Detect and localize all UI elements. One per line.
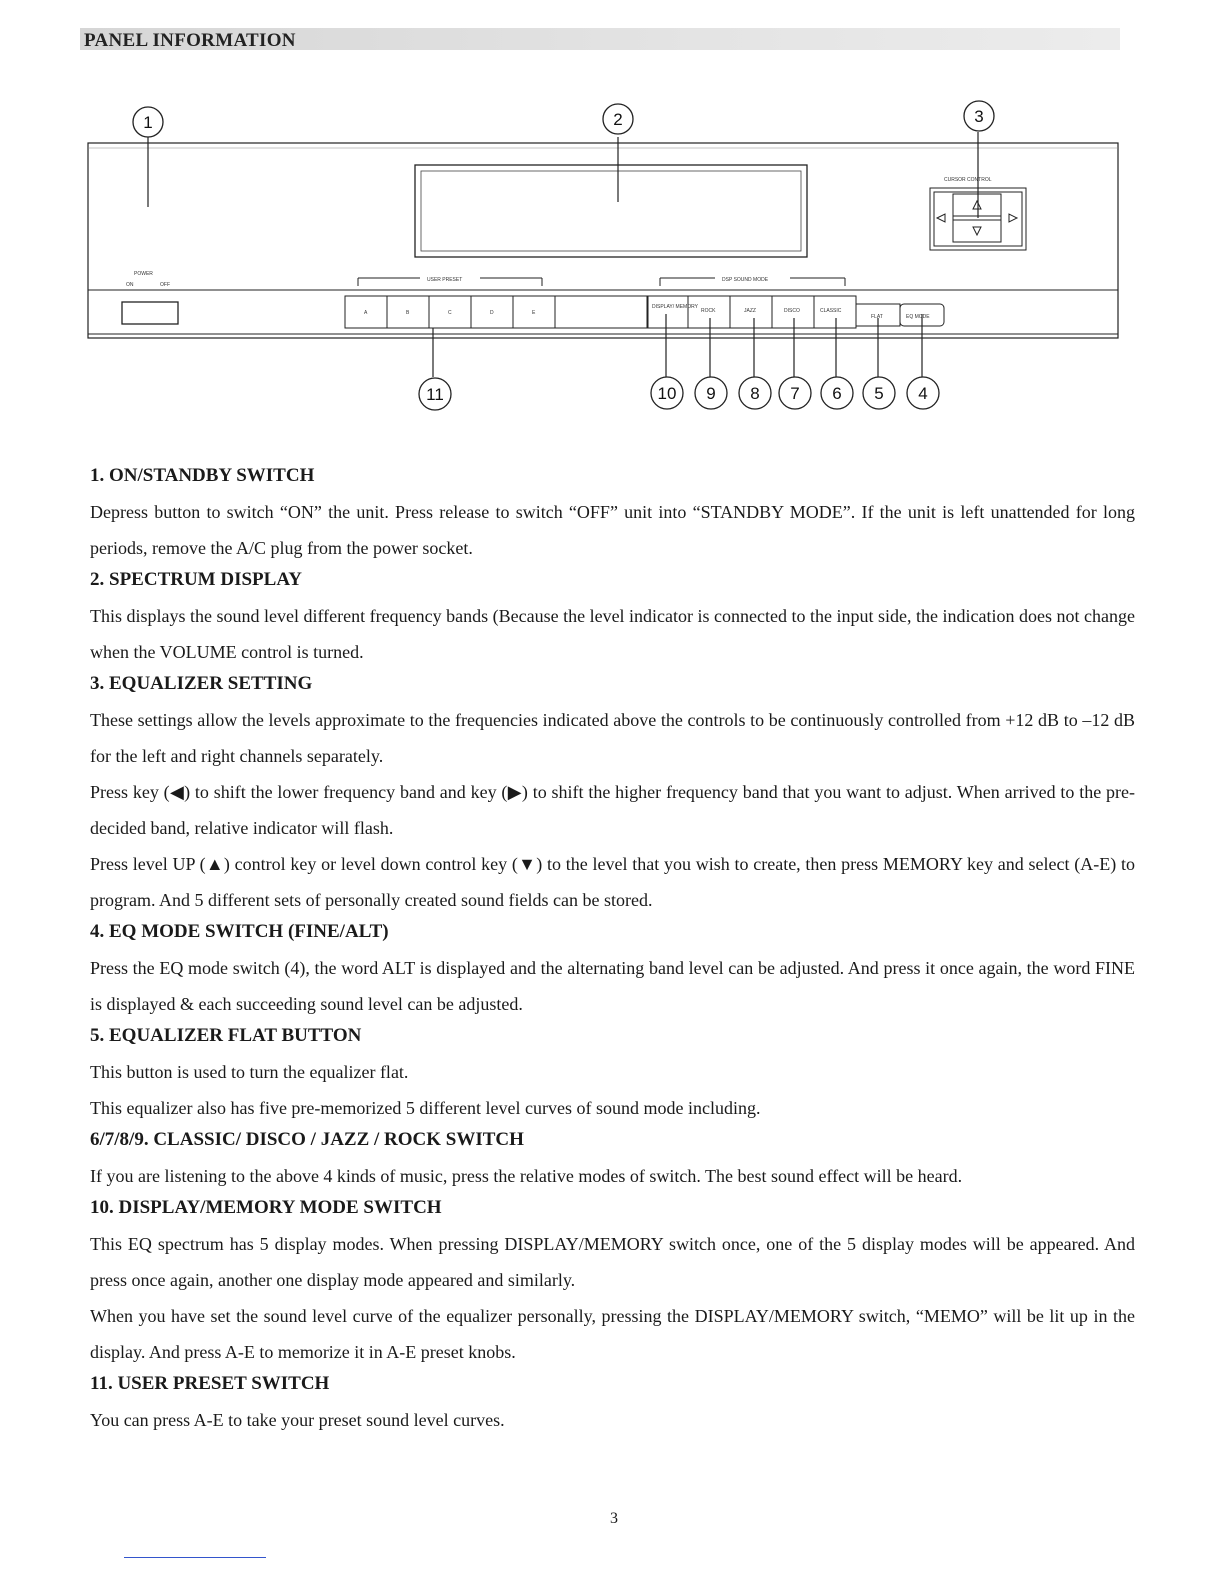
callout-number-7: 7 [790,384,800,403]
callout-4 [907,377,939,409]
spectrum-display-outer [415,165,807,257]
section-paragraph: This EQ spectrum has 5 display modes. When pressing DISPLAY/MEMORY switch once, one of the 5 display modes will be appeared. And press once again, another one display mode appeared and similarly. [90,1234,1135,1290]
callout-number-1: 1 [143,113,153,132]
disco-label: DISCO [784,308,800,314]
section-title: 6/7/8/9. CLASSIC/ DISCO / JAZZ / ROCK SWITCH [90,1129,524,1150]
instructions-body [90,462,1135,1438]
section-equalizer-flat [90,1022,1135,1126]
callout-number-4: 4 [918,384,928,403]
section-paragraph: Press the EQ mode switch (4), the word ALT is displayed and the alternating band level can be adjusted. And press it once again, the word FINE is displayed & each succeeding sound level can be adjusted. [90,958,1135,1014]
preset-label-c: C [448,310,452,316]
preset-label-d: D [490,310,494,316]
section-paragraph: When you have set the sound level curve of the equalizer personally, pressing the DISPLAY/MEMORY switch, “MEMO” will be lit up in the display. And press A-E to memorize it in A-E preset knobs. [90,1306,1135,1362]
cursor-left-icon[interactable] [937,214,945,222]
callout-8 [739,377,771,409]
dsp-sound-mode-label: DSP SOUND MODE [722,277,769,283]
preset-label-b: B [406,310,410,316]
callout-2 [603,104,633,134]
callout-11 [419,378,451,410]
power-on-label: ON [126,282,134,288]
callout-10 [651,377,683,409]
section-equalizer-setting [90,670,1135,918]
section-user-preset [90,1370,1135,1438]
footer-rule [124,1557,266,1558]
section-eq-mode-switch [90,918,1135,1022]
section-title: 11. USER PRESET SWITCH [90,1373,330,1394]
page-number: 3 [610,1510,618,1527]
jazz-label: JAZZ [744,308,756,314]
flat-label: FLAT [871,314,883,320]
section-paragraph: Press level UP (▲) control key or level down control key (▼) to the level that you wish to create, then press MEMORY key and select (A-E) to program. And 5 different sets of personally created sound fields can be stored. [90,854,1135,910]
eq-mode-label: EQ MODE [906,314,930,320]
section-paragraph: This displays the sound level different frequency bands (Because the level indicator is connected to the input side, the indication does not change when the VOLUME control is turned. [90,606,1135,662]
section-paragraph: Press key (◀) to shift the lower frequency band and key (▶) to shift the higher frequency band that you want to adjust. When arrived to the pre-decided band, relative indicator will flash. [90,782,1135,838]
section-header-bar [80,28,1120,50]
display-memory-label: DISPLAY/ MEMORY [652,304,698,310]
preset-label-a: A [364,310,368,316]
section-title: 3. EQUALIZER SETTING [90,673,313,694]
callout-number-6: 6 [832,384,842,403]
callout-number-8: 8 [750,384,760,403]
callout-7 [779,377,811,409]
section-paragraph: If you are listening to the above 4 kinds of music, press the relative modes of switch. The best sound effect will be heard. [90,1166,963,1186]
callout-number-10: 10 [657,384,677,403]
classic-label: CLASSIC [820,308,842,314]
callout-3 [964,101,994,131]
section-paragraph: You can press A-E to take your preset sound level curves. [90,1410,505,1430]
section-paragraph: This button is used to turn the equalizer flat. [90,1062,409,1082]
section-display-memory [90,1194,1135,1370]
callout-number-11: 11 [426,385,444,404]
section-title: 5. EQUALIZER FLAT BUTTON [90,1025,362,1046]
section-sound-modes [90,1126,1135,1194]
section-on-standby [90,462,1135,566]
power-label: POWER [134,271,153,277]
dsp-mode-button-group [648,296,944,328]
preset-label-e: E [532,310,536,316]
callout-6 [821,377,853,409]
page-title: PANEL INFORMATION [84,30,296,51]
section-paragraph: These settings allow the levels approximate to the frequencies indicated above the controls to be continuously controlled from +12 dB to –12 dB for the left and right channels separately. [90,710,1135,766]
cursor-down-icon[interactable] [973,227,981,235]
section-paragraph: Depress button to switch “ON” the unit. Press release to switch “OFF” unit into “STANDBY MODE”. If the unit is left unattended for long periods, remove the A/C plug from the power socket. [90,502,1135,558]
callout-number-3: 3 [974,107,984,126]
cursor-control-label: CURSOR CONTROL [944,177,992,183]
front-panel-diagram [0,90,1224,420]
display-memory-button[interactable] [648,296,688,328]
rock-label: ROCK [701,308,716,314]
callout-9 [695,377,727,409]
section-title: 2. SPECTRUM DISPLAY [90,569,303,590]
section-spectrum-display [90,566,1135,670]
spectrum-display-window [421,171,801,251]
cursor-up-icon[interactable] [973,201,981,209]
power-switch[interactable] [122,302,178,324]
callout-number-5: 5 [874,384,884,403]
preset-button-group [345,296,555,328]
power-off-label: OFF [160,282,170,288]
panel-outline [88,143,1118,338]
panel-blank-slot [555,296,647,328]
section-title: 1. ON/STANDBY SWITCH [90,465,315,486]
callout-number-9: 9 [706,384,716,403]
callout-5 [863,377,895,409]
section-paragraph: This equalizer also has five pre-memorized 5 different level curves of sound mode including. [90,1098,761,1118]
section-title: 10. DISPLAY/MEMORY MODE SWITCH [90,1197,442,1218]
user-preset-label: USER PRESET [427,277,463,283]
cursor-right-icon[interactable] [1009,214,1017,222]
callout-number-2: 2 [613,110,623,129]
callout-1 [133,107,163,137]
section-title: 4. EQ MODE SWITCH (FINE/ALT) [90,921,389,942]
